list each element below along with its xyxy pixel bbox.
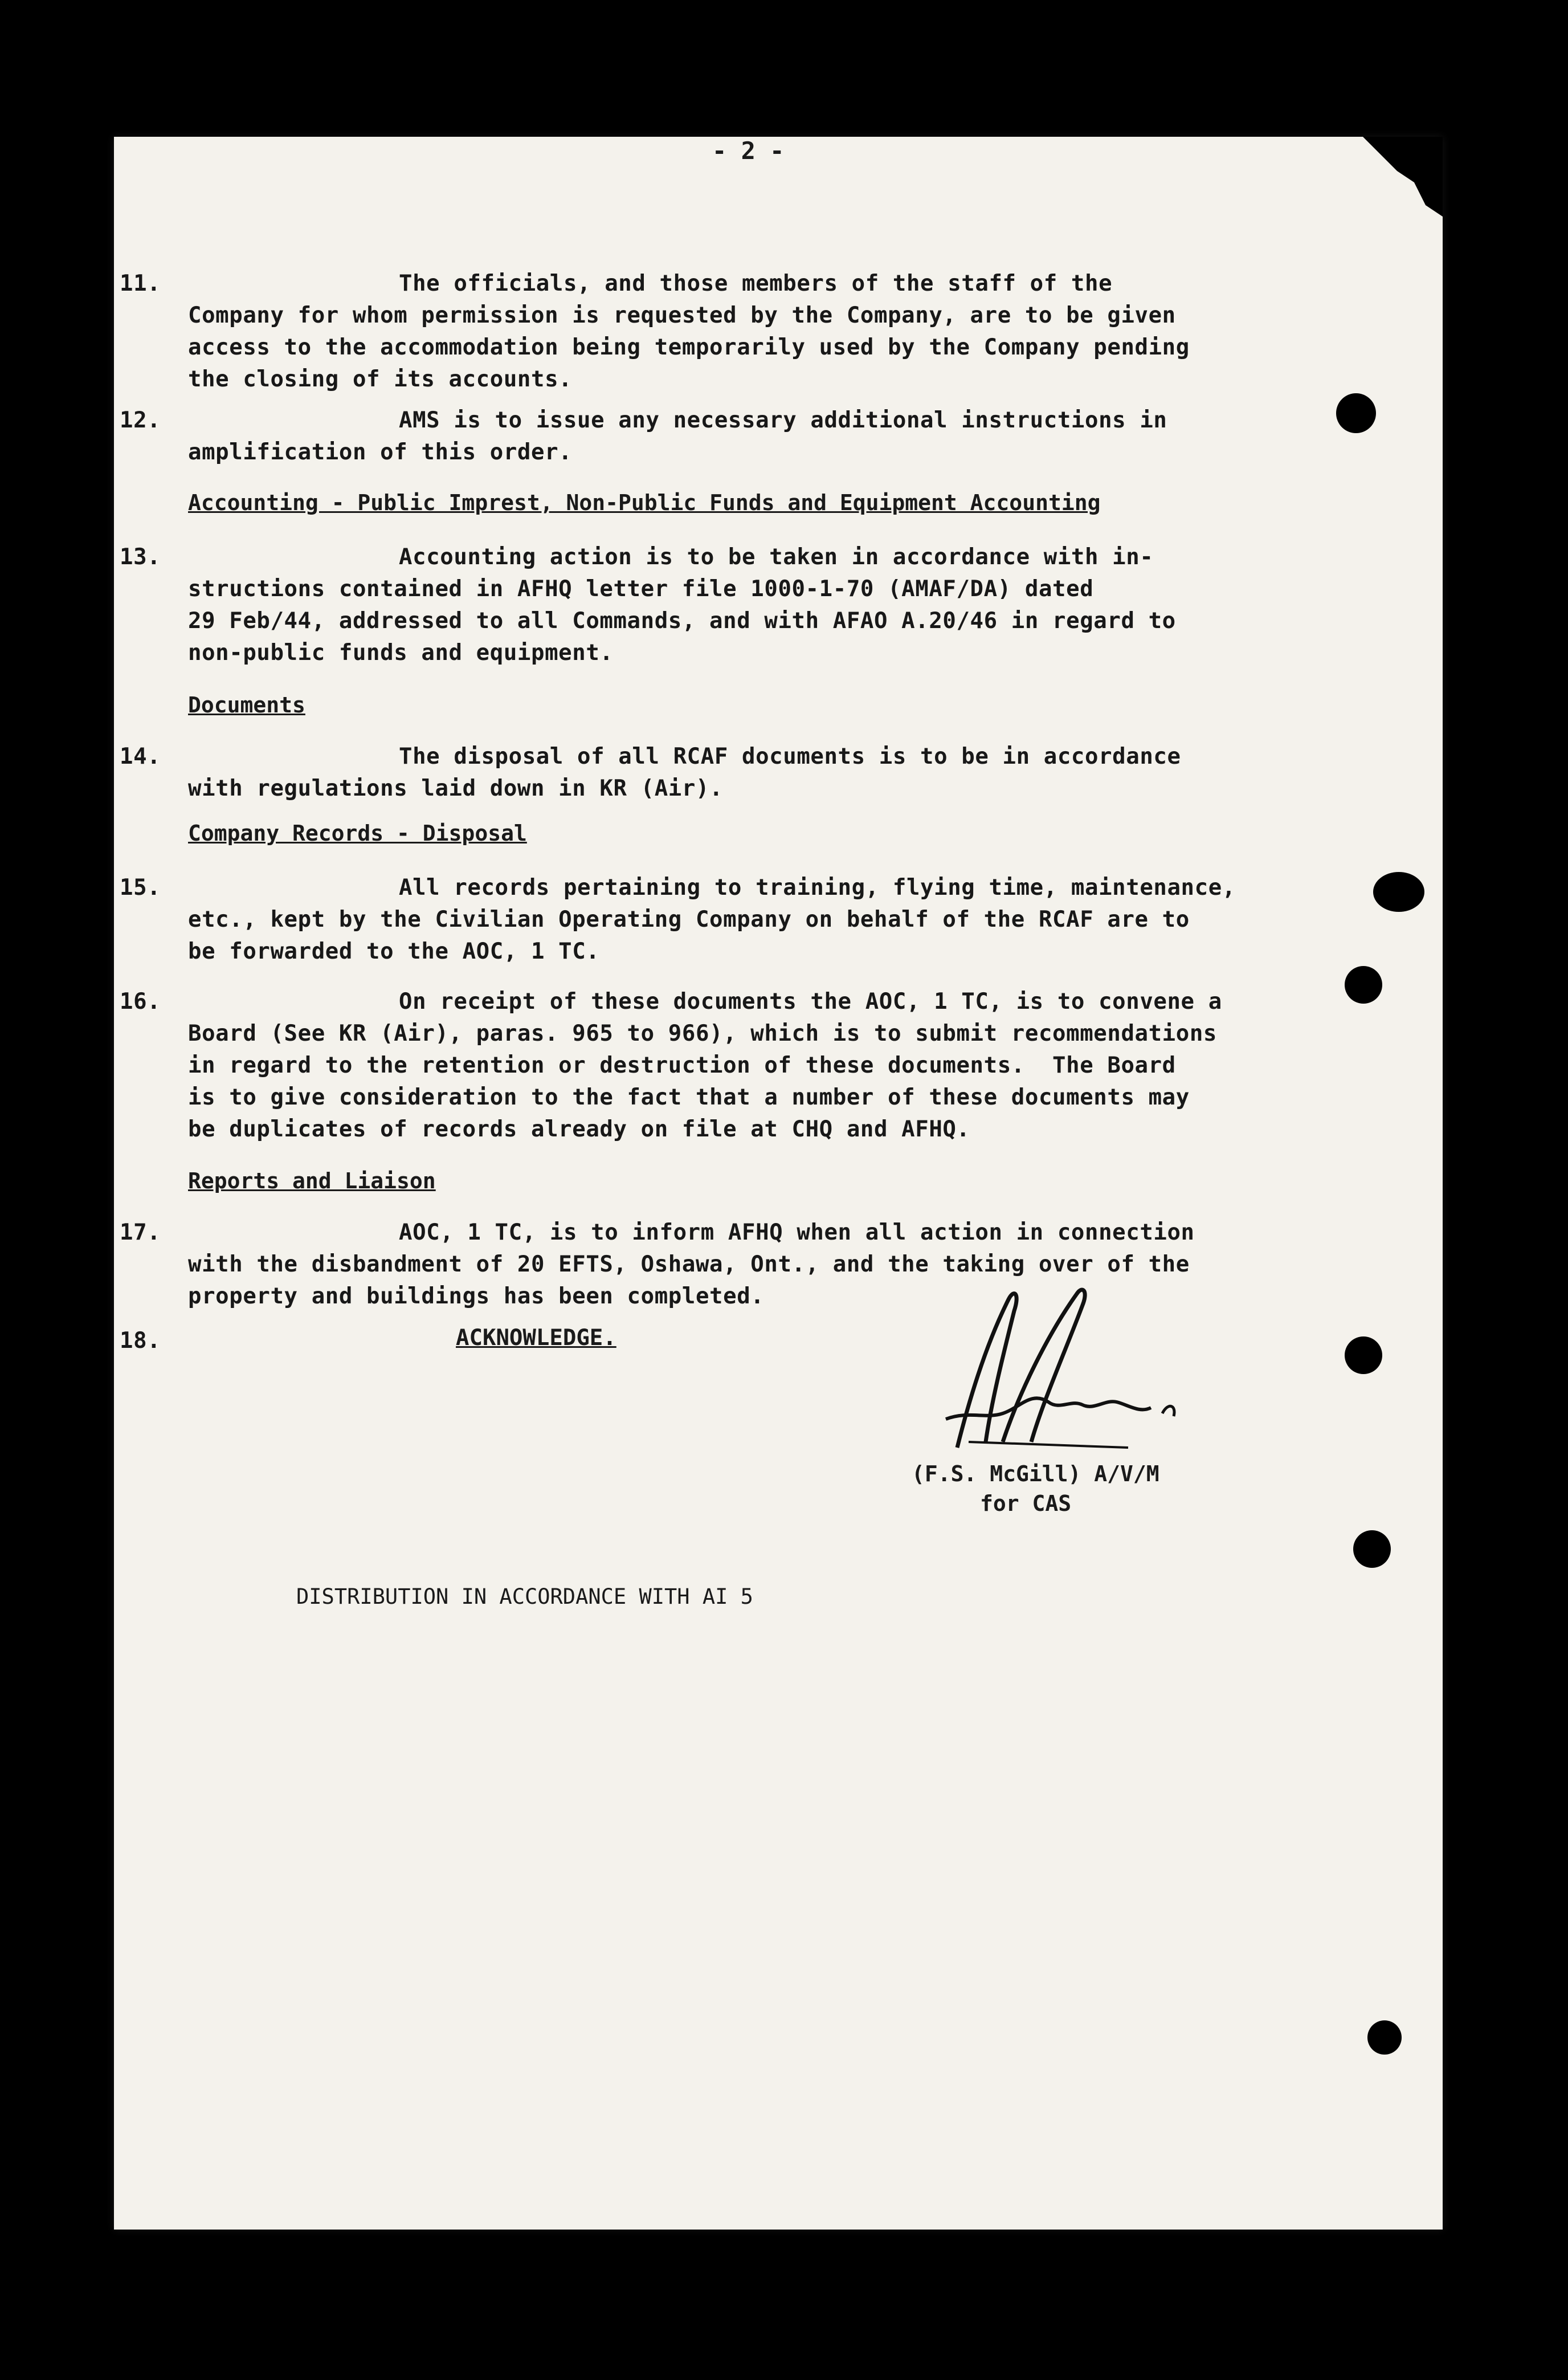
paragraph-16 <box>120 986 1362 1146</box>
paragraph-line: The disposal of all RCAF documents is to be in accordance <box>399 744 1181 769</box>
paragraph-11 <box>120 268 1362 396</box>
paragraph-12 <box>120 405 1362 468</box>
paragraph-line: On receipt of these documents the AOC, 1 TC, is to convene a <box>399 989 1222 1014</box>
distribution-line: DISTRIBUTION IN ACCORDANCE WITH AI 5 <box>296 1584 753 1609</box>
binder-hole <box>1373 872 1424 912</box>
paragraph-number: 16. <box>120 989 161 1014</box>
paragraph-line: AMS is to issue any necessary additional instructions in <box>399 407 1167 433</box>
signatory-name: (F.S. McGill) A/V/M <box>912 1461 1159 1486</box>
binder-hole <box>1345 1336 1382 1374</box>
paragraph-line: Accounting action is to be taken in accordance with in- <box>399 544 1154 570</box>
binder-hole <box>1345 966 1382 1004</box>
paragraph-line: in regard to the retention or destruction of these documents. The Board <box>188 1053 1176 1078</box>
paragraph-line: 29 Feb/44, addressed to all Commands, and with AFAO A.20/46 in regard to <box>188 608 1176 634</box>
page-number: - 2 - <box>712 137 785 165</box>
paragraph-14 <box>120 741 1362 805</box>
paragraph-number: 13. <box>120 544 161 570</box>
paragraph-line: with the disbandment of 20 EFTS, Oshawa, Ont., and the taking over of the <box>188 1252 1190 1277</box>
paragraph-number: 11. <box>120 271 161 296</box>
paragraph-line: AOC, 1 TC, is to inform AFHQ when all action in connection <box>399 1220 1195 1245</box>
binder-hole <box>1336 393 1376 433</box>
paragraph-number: 15. <box>120 875 161 900</box>
paragraph-line: with regulations laid down in KR (Air). <box>188 776 724 801</box>
paragraph-line: be duplicates of records already on file at CHQ and AFHQ. <box>188 1116 970 1142</box>
paragraph-line: access to the accommodation being temporarily used by the Company pending <box>188 335 1190 360</box>
paragraph-number: 12. <box>120 407 161 433</box>
signature-block <box>912 1459 1159 1518</box>
section-heading-accounting: Accounting - Public Imprest, Non-Public Funds and Equipment Accounting <box>188 490 1101 515</box>
paragraph-number: 14. <box>120 744 161 769</box>
binder-hole <box>1353 1530 1391 1568</box>
paragraph-15 <box>120 872 1362 968</box>
paragraph-number: 18. <box>120 1328 161 1354</box>
paragraph-line: Board (See KR (Air), paras. 965 to 966), which is to submit recommendations <box>188 1021 1217 1046</box>
paragraph-line: property and buildings has been completed. <box>188 1283 765 1309</box>
handwritten-signature <box>923 1277 1219 1459</box>
paragraph-line: amplification of this order. <box>188 439 573 465</box>
paragraph-line: is to give consideration to the fact that a number of these documents may <box>188 1085 1190 1110</box>
paragraph-line: The officials, and those members of the staff of the <box>399 271 1113 296</box>
paragraph-13 <box>120 541 1362 669</box>
paragraph-line: the closing of its accounts. <box>188 366 573 392</box>
section-heading-company-records: Company Records - Disposal <box>188 821 527 846</box>
paragraph-line: be forwarded to the AOC, 1 TC. <box>188 939 600 964</box>
paragraph-line: Company for whom permission is requested by the Company, are to be given <box>188 303 1176 328</box>
section-heading-reports: Reports and Liaison <box>188 1168 436 1193</box>
paragraph-number: 17. <box>120 1220 161 1245</box>
paragraph-line: structions contained in AFHQ letter file 1000-1-70 (AMAF/DA) dated <box>188 576 1094 602</box>
binder-hole <box>1367 2020 1402 2055</box>
acknowledge-text: ACKNOWLEDGE. <box>456 1325 616 1351</box>
signatory-for: for CAS <box>980 1491 1072 1516</box>
paragraph-line: etc., kept by the Civilian Operating Company on behalf of the RCAF are to <box>188 907 1190 932</box>
section-heading-documents: Documents <box>188 692 305 718</box>
document-page <box>114 137 1443 2230</box>
paragraph-line: All records pertaining to training, flying time, maintenance, <box>399 875 1236 900</box>
torn-corner <box>1340 137 1443 217</box>
paragraph-line: non-public funds and equipment. <box>188 640 614 666</box>
